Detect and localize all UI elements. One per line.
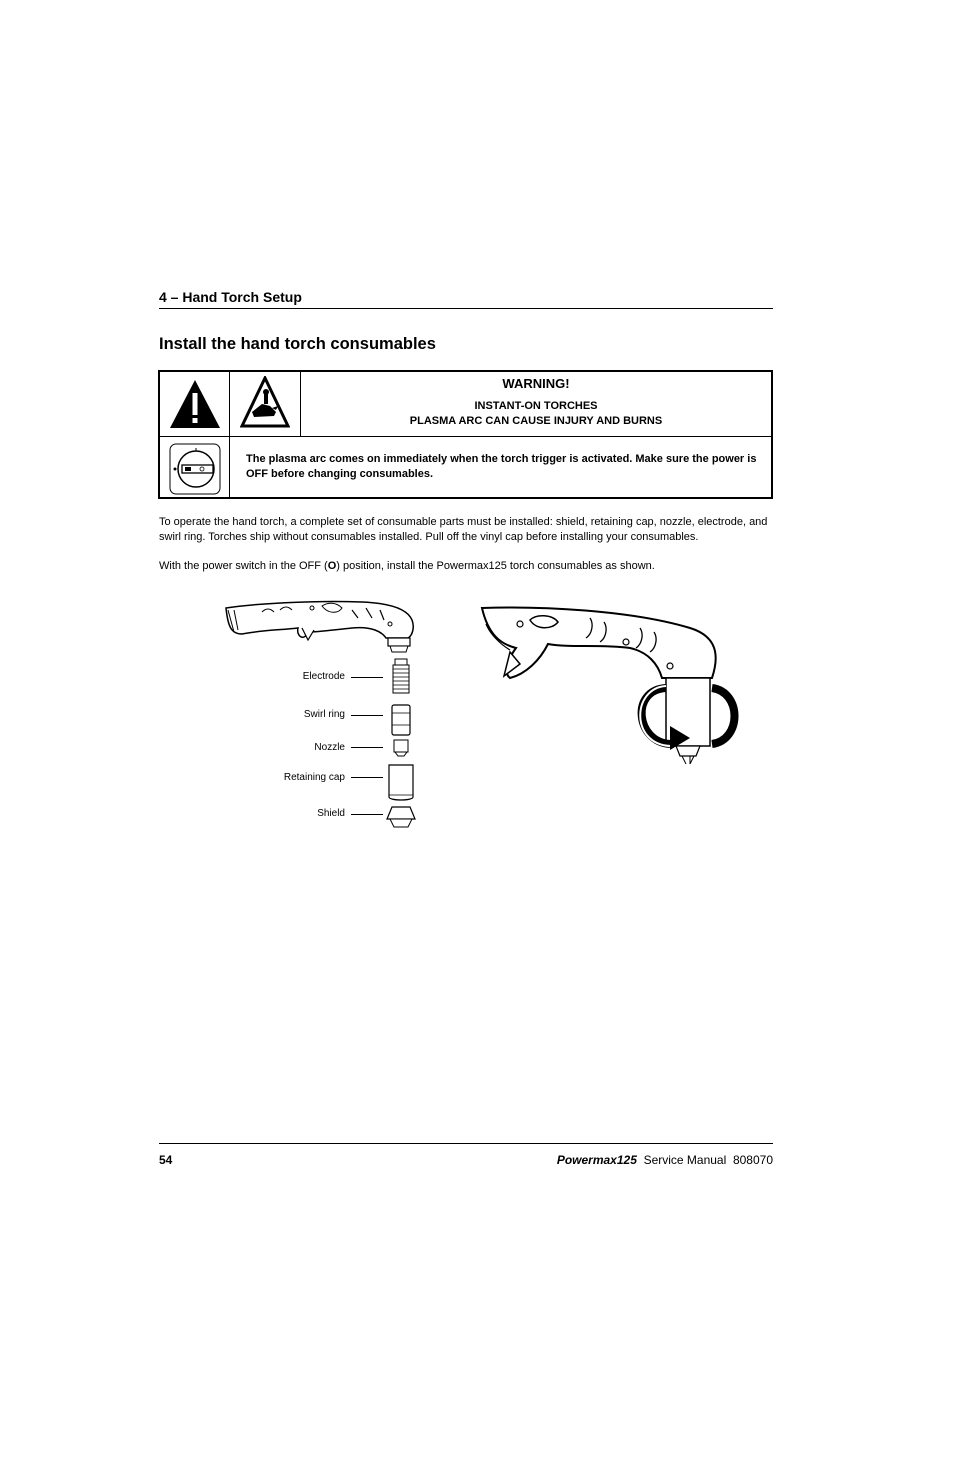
caution-triangle-icon <box>168 378 222 430</box>
power-switch-off-icon <box>168 442 222 496</box>
warning-divider <box>160 436 771 437</box>
shield-part <box>387 807 415 827</box>
page-number: 54 <box>159 1153 173 1167</box>
part-number: 808070 <box>732 1153 773 1167</box>
shield-label: Shield <box>317 808 345 819</box>
nozzle-leader <box>351 747 383 748</box>
swirl-ring-leader <box>351 715 383 716</box>
consumables-stack <box>384 655 418 831</box>
warning-heading: WARNING! <box>502 376 570 391</box>
header-divider <box>159 308 773 309</box>
electrode-leader <box>351 677 383 678</box>
manual-title: Service Manual <box>643 1153 727 1167</box>
footer-divider <box>159 1143 773 1144</box>
product-name: Powermax125 <box>556 1153 637 1167</box>
instruction-paragraph <box>159 559 775 574</box>
warning-body: The plasma arc comes on immediately when the torch trigger is activated. Make sure the power is OFF before changing consumables. <box>246 453 757 480</box>
intro-paragraph: To operate the hand torch, a complete set of consumable parts must be installed: shield, retaining cap, nozzle, electrode, and swirl ring. Torches ship without consumables installed. Pull off the vinyl cap before installing your consumables. <box>159 516 768 543</box>
retaining-cap-label: Retaining cap <box>283 772 345 783</box>
retaining-cap-part <box>389 765 413 800</box>
nozzle-label: Nozzle <box>314 742 345 753</box>
instruction-text: With the power switch in the OFF ( <box>159 560 328 572</box>
chapter-heading: 4 – Hand Torch Setup <box>159 289 302 305</box>
section-title: Install the hand torch consumables <box>159 335 436 353</box>
shield-leader <box>351 814 383 815</box>
nozzle-part <box>394 740 408 756</box>
exploded-torch-illustration <box>222 598 422 658</box>
warning-box <box>158 370 773 499</box>
swirl-ring-part <box>392 705 410 735</box>
electrode-part <box>393 659 409 693</box>
warning-subheading: INSTANT-ON TORCHES <box>474 400 598 412</box>
assembled-torch-illustration <box>480 604 742 774</box>
warning-subheading: PLASMA ARC CAN CAUSE INJURY AND BURNS <box>409 415 663 427</box>
electrode-label: Electrode <box>302 671 345 682</box>
retaining-cap-leader <box>351 777 383 778</box>
footer-manual-info <box>557 1153 773 1167</box>
plasma-arc-hazard-icon <box>240 376 290 428</box>
off-symbol: O <box>327 560 337 572</box>
swirl-ring-label: Swirl ring <box>303 709 345 720</box>
instruction-text: ) position, install the Powermax125 torch consumables as shown. <box>336 560 655 572</box>
